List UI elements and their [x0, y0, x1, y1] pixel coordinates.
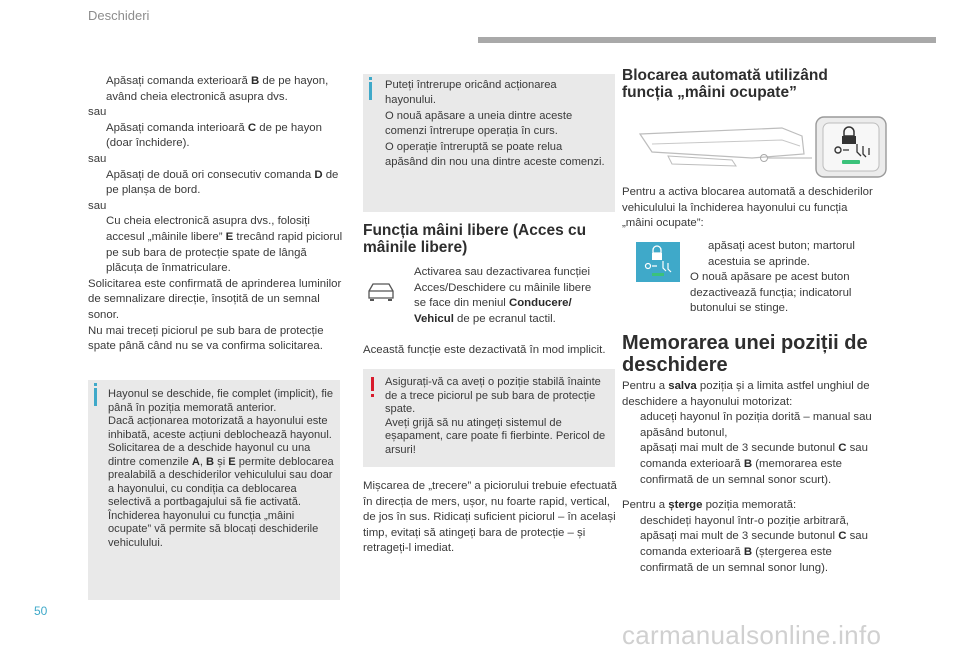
paragraph: Pentru a salva poziția și a limita astfel unghiul de deschidere a hayonului motorizat:	[622, 380, 870, 408]
info-box	[88, 380, 340, 600]
info-text: Solicitarea de a deschide hayonul cu una dintre comenzile A, B și E permite deblocarea prealabilă a deschiderilor vehiculului sau doar a hayonului, cu condiția ca deblocarea selectivă a portbagajului să fie activată.	[108, 442, 334, 508]
warning-icon	[371, 377, 374, 391]
paragraph: Pentru a activa blocarea automată a deschiderilor vehiculului la închiderea hayonului cu funcția „mâini ocupate”:	[622, 186, 873, 230]
car-icon	[366, 280, 396, 304]
warning-text: Aveți grijă să nu atingeți sistemul de eșapament, care poate fi fierbinte. Pericol de arsuri!	[385, 416, 606, 456]
list-item: apăsați acest buton; martorul acestuia se aprinde. O nouă apăsare pe acest buton dezactivează funcția; indicatorul butonului se stinge.	[690, 239, 880, 317]
section-heading: Memorarea unei poziții de deschidere	[622, 332, 868, 376]
list-item: Apăsați de două ori consecutiv comanda D de pe planșa de bord.	[106, 168, 339, 197]
info-text: Dacă acționarea motorizată a hayonului este inhibată, aceste acțiuni deblochează hayonul.	[108, 415, 332, 441]
info-icon	[369, 82, 372, 100]
list-item: aduceți hayonul în poziția dorită – manual sau apăsând butonul,	[640, 411, 872, 439]
info-text: O operație întreruptă se poate relua apăsând din nou una dintre aceste comenzi.	[385, 140, 605, 169]
list-item: Apăsați comanda exterioară B de pe hayon, având cheia electronică asupra dvs.	[106, 75, 329, 103]
warning-text: Asigurați-vă ca aveți o poziție stabilă înainte de a trece piciorul pe sub bara de protecție spate.	[385, 376, 601, 415]
info-icon	[94, 388, 97, 406]
list-item: deschideți hayonul într-o poziție arbitrară,	[640, 514, 849, 527]
paragraph: Nu mai treceți piciorul pe sub bara de protecție spate până când nu se va confirma solicitarea.	[88, 324, 324, 353]
or-label: sau	[88, 106, 107, 119]
paragraph: Solicitarea este confirmată de aprinderea luminilor de semnalizare direcție, însoțită de un semnal sonor.	[88, 277, 342, 321]
tailgate-illustration	[632, 114, 888, 180]
paragraph: O nouă apăsare pe acest buton dezactivează funcția; indicatorul butonului se stinge.	[690, 271, 852, 315]
info-text: O nouă apăsare a uneia dintre aceste comenzi întrerupe operația în curs.	[385, 109, 573, 138]
info-text: Hayonul se deschide, fie complet (implicit), fie până în poziția memorată anterior.	[108, 388, 334, 414]
watermark: carmanualsonline.info	[622, 620, 882, 650]
info-box	[363, 74, 615, 212]
list-item: apăsați mai mult de 3 secunde butonul C sau comanda exterioară B (memorarea este confirmată de un semnal sonor scurt).	[640, 442, 868, 486]
column-1	[88, 74, 344, 355]
header-bar	[478, 37, 936, 43]
paragraph: Această funcție este dezactivată în mod implicit.	[363, 344, 606, 356]
section-heading: Funcția mâini libere (Acces cu mâinile libere)	[363, 222, 587, 256]
column-3-body	[622, 379, 886, 576]
section-title: Deschideri	[88, 8, 150, 23]
hands-busy-button-icon	[636, 242, 680, 282]
or-label: sau	[88, 152, 107, 165]
list-item: apăsați mai mult de 3 secunde butonul C sau comanda exterioară B (ștergerea este confirmată de un semnal sonor lung).	[640, 530, 868, 574]
paragraph: Pentru a șterge poziția memorată:	[622, 499, 797, 512]
or-label: sau	[88, 199, 107, 212]
list-item: Apăsați comanda interioară C de pe hayon (doar închidere).	[106, 121, 322, 150]
paragraph: Mișcarea de „trecere” a piciorului trebuie efectuată în direcția de mers, ușor, nu foarte rapid, vertical, de jos în sus. Ridicați suficient piciorul – în același timp, evitați să atingeți bara de protecție – și retrageți-l imediat.	[363, 480, 617, 555]
page-number: 50	[34, 604, 48, 618]
info-text: Puteți întrerupe oricând acționarea hayonului.	[385, 79, 557, 107]
section-heading: Blocarea automată utilizând funcția „mâini ocupate”	[622, 67, 828, 101]
warning-box	[363, 369, 615, 467]
info-text: Închiderea hayonului cu funcția „mâini ocupate” vă permite să blocați deschiderile vehiculului.	[108, 509, 319, 549]
list-item: Cu cheia electronică asupra dvs., folosiți accesul „mâinile libere” E trecând rapid piciorul pe sub bara de protecție spate de lângă plăcuța de înmatriculare.	[106, 215, 343, 275]
paragraph: Activarea sau dezactivarea funcției Acces/Deschidere cu mâinile libere se face din meniul Conducere/ Vehicul de pe ecranul tactil.	[414, 266, 592, 325]
